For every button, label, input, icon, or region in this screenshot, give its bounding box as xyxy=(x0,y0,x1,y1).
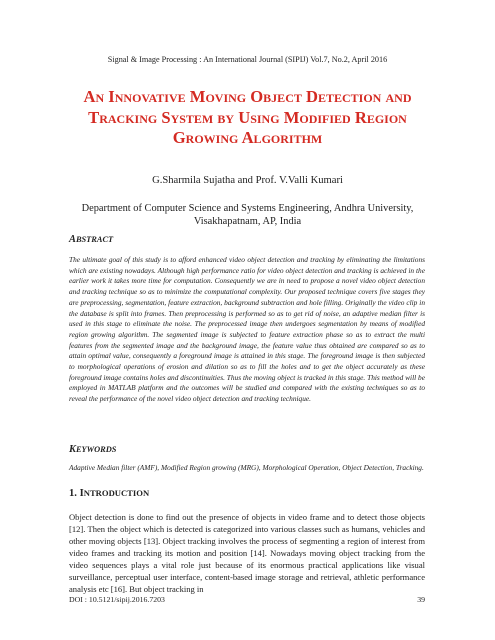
keywords-body: Adaptive Median filter (AMF), Modified Region growing (MRG), Morphological Operation, Object Detection, Tracking. xyxy=(69,463,424,472)
author-affiliation: Department of Computer Science and Systems Engineering, Andhra University, Visakhapatnam, AP, India xyxy=(81,203,414,227)
abstract-body: The ultimate goal of this study is to afford enhanced video object detection and tracking by eliminating the limitations which are existing nowadays. Although high performance ratio for video object detection and tracking is achieved in the earlier work it takes more time for computation. Consequently we are in need to propose a novel video object detection and tracking technique so as to minimize the computational complexity. Our proposed technique covers five stages they are preprocessing, segmentation, feature extraction, background subtraction and hole filling. Originally the video clip in the database is split into frames. Then preprocessing is performed so as to get rid of noise, an adaptive median filter is used in this stage to eliminate the noise. The preprocessed image then undergoes segmentation by means of modified region growing algorithm. The segmented image is subjected to feature extraction phase so as to extract the multi features from the segmented image and the background image, the feature value thus obtained are compared so as to attain optimal value, consequently a foreground image is attained in this stage. The foreground image is then subjected to morphological operations of erosion and dilation so as to fill the holes and to get the object accurately as these foreground image contains holes and discontinuities. Thus the moving object is tracked in this stage. This method will be employed in MATLAB platform and the outcomes will be studied and compared with the existing techniques so as to reveal the performance of the novel video object detection and tracking technique. xyxy=(69,255,425,404)
footer-doi: DOI : 10.5121/sipij.2016.7203 xyxy=(69,595,165,604)
abstract-heading xyxy=(69,234,113,245)
footer-page-number: 39 xyxy=(417,595,425,604)
paper-authors: G.Sharmila Sujatha and Prof. V.Valli Kumari xyxy=(152,175,343,186)
introduction-body: Object detection is done to find out the presence of objects in video frame and to detect those objects [12]. Then the object which is detected is categorized into various classes such as humans, vehicles and other moving objects [13]. Object tracking involves the process of segmenting a region of interest from video frames and tracking its motion and position [14]. Nowadays moving object tracking from the video sequences plays a vital role just because of its enormous practical applications like visual surveillance, perceptual user interface, content-based image storage and retrieval, athletic performance analysis etc [16]. But object tracking in xyxy=(69,512,425,594)
keywords-heading-rest: EYWORDS xyxy=(75,445,117,454)
introduction-heading-rest: NTRODUCTION xyxy=(83,488,150,498)
introduction-heading xyxy=(69,488,149,499)
introduction-section-number: 1. xyxy=(69,488,77,499)
abstract-heading-initial: A xyxy=(69,234,76,245)
keywords-heading-initial: K xyxy=(69,444,76,455)
journal-header: Signal & Image Processing : An International Journal (SIPIJ) Vol.7, No.2, April 2016 xyxy=(107,55,388,64)
paper-title: An Innovative Moving Object Detection and Tracking System by Using Modified Region Growing Algorithm xyxy=(83,87,412,147)
abstract-heading-rest: BSTRACT xyxy=(75,235,114,244)
introduction-heading-initial: I xyxy=(79,488,84,499)
keywords-heading xyxy=(69,444,116,455)
